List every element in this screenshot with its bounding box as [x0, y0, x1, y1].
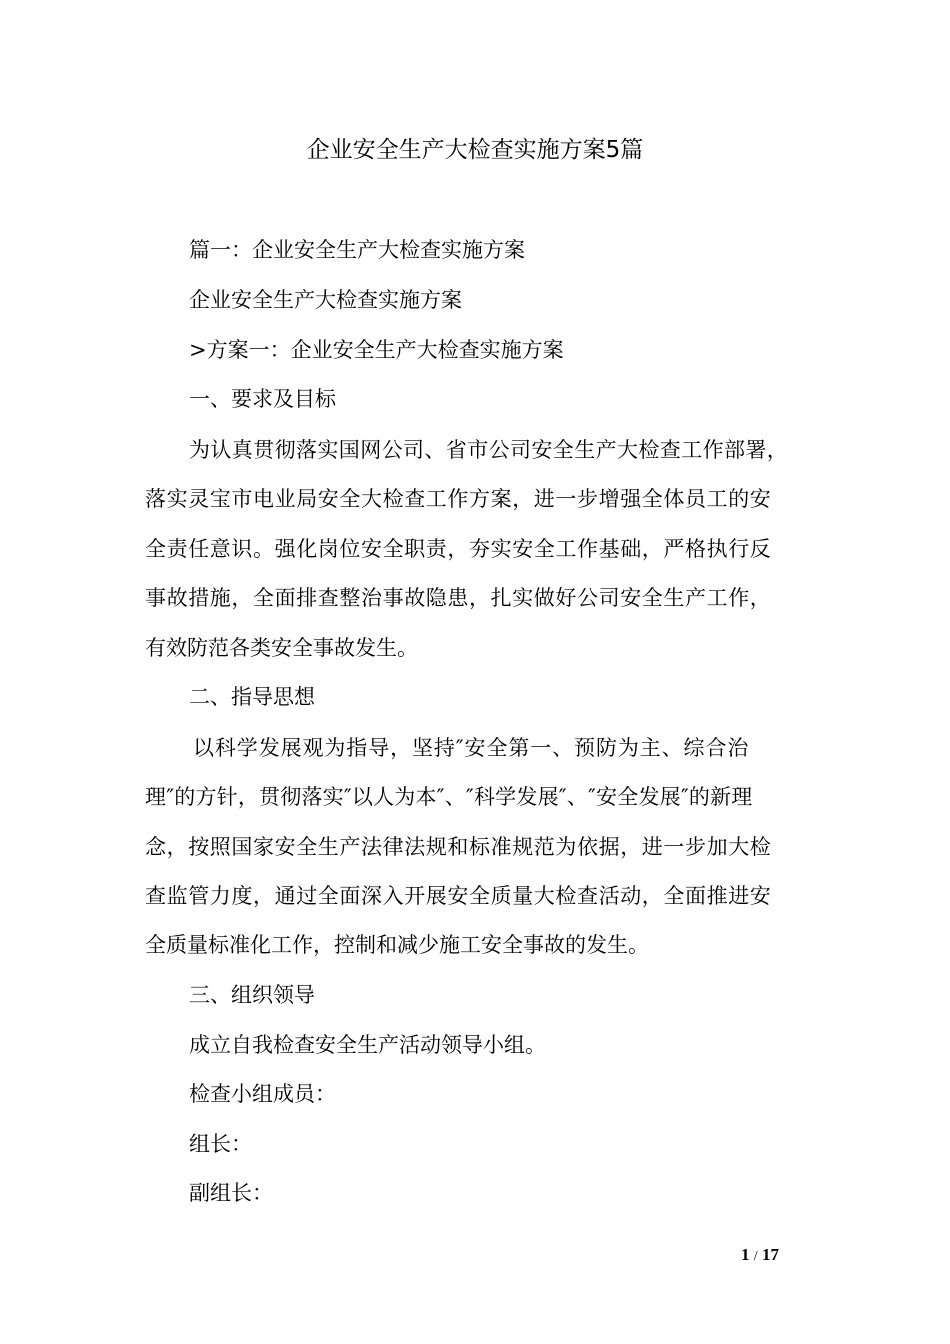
- paragraph-line: 事故措施，全面排查整治事故隐患，扎实做好公司安全生产工作，: [145, 586, 772, 610]
- paragraph-line: 全质量标准化工作，控制和减少施工安全事故的发生。: [145, 933, 649, 957]
- subtitle-line: 企业安全生产大检查实施方案: [189, 288, 462, 312]
- leader-label: 组长：: [189, 1132, 252, 1156]
- plan-heading: >方案一：企业安全生产大检查实施方案: [189, 338, 564, 362]
- paragraph-line: 查监管力度，通过全面深入开展安全质量大检查活动，全面推进安: [145, 884, 772, 908]
- document-title: 企业安全生产大检查实施方案5篇: [306, 137, 644, 163]
- paragraph-line: 为认真贯彻落实国网公司、省市公司安全生产大检查工作部署，: [189, 438, 789, 462]
- paragraph-line: 成立自我检查安全生产活动领导小组。: [189, 1033, 546, 1057]
- page-number: [700, 1243, 820, 1269]
- heading-guiding-thought: 二、指导思想: [189, 685, 315, 709]
- heading-requirements: 一、要求及目标: [189, 387, 336, 411]
- paragraph-line: 理″的方针，贯彻落实″以人为本″、″科学发展″、″安全发展″的新理: [145, 785, 753, 809]
- heading-organization: 三、组织领导: [189, 983, 315, 1007]
- total-pages: 17: [761, 1245, 779, 1264]
- paragraph-line: 全责任意识。强化岗位安全职责，夯实安全工作基础，严格执行反: [145, 537, 772, 561]
- paragraph-line: 以科学发展观为指导，坚持″安全第一、预防为主、综合治: [193, 736, 750, 760]
- paragraph-line: 落实灵宝市电业局安全大检查工作方案，进一步增强全体员工的安: [145, 487, 772, 511]
- deputy-leader-label: 副组长：: [189, 1181, 273, 1205]
- paragraph-line: 念，按照国家安全生产法律法规和标准规范为依据，进一步加大检: [145, 835, 772, 859]
- page-separator: /: [753, 1249, 758, 1264]
- current-page: 1: [741, 1245, 750, 1264]
- paragraph-line: 有效防范各类安全事故发生。: [145, 636, 418, 660]
- section-heading: 篇一：企业安全生产大检查实施方案: [189, 238, 525, 262]
- members-label: 检查小组成员：: [189, 1082, 336, 1106]
